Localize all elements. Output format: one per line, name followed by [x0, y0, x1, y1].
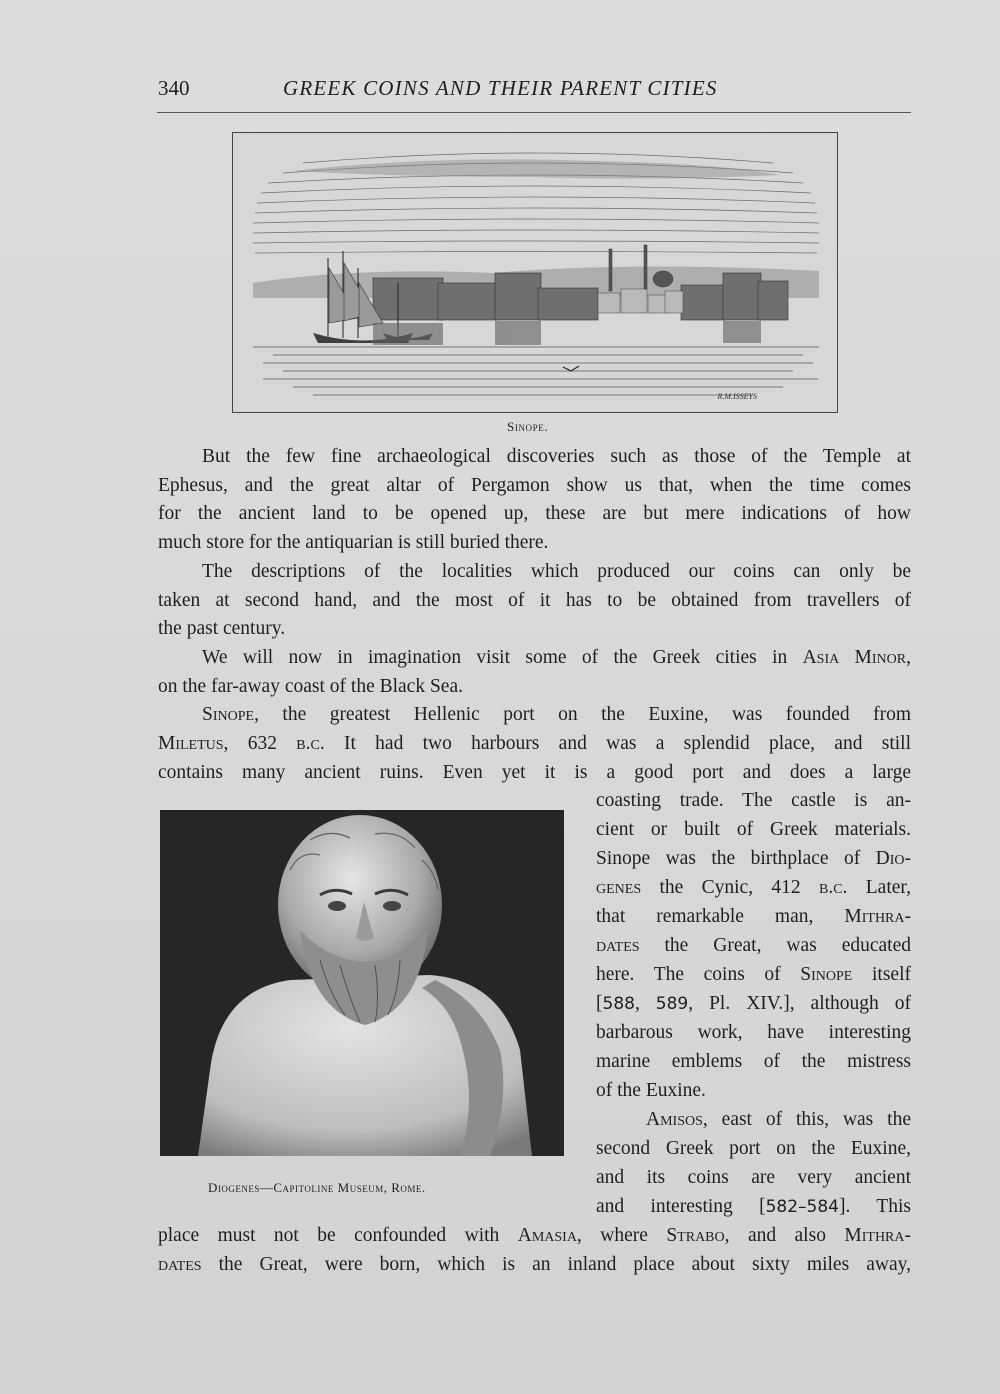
text-line	[596, 932, 911, 960]
text-run: where	[581, 1225, 667, 1246]
harbour-engraving-art	[233, 133, 837, 412]
bust-caption: Diogenes—Capitoline Museum, Rome.	[208, 1180, 426, 1195]
text-line: the past century.	[158, 618, 286, 639]
text-line	[596, 845, 911, 873]
text-run: the greatest Hellenic port on the Euxine, was founded from	[258, 704, 911, 725]
person-name: dates	[596, 935, 640, 956]
text-run: Sinope was the birthplace of	[596, 848, 876, 869]
text-line	[596, 874, 911, 902]
text-line: for the ancient land to be opened up, these are but mere indications of how	[158, 503, 911, 524]
text-run: , Pl. XIV.], although of	[688, 993, 911, 1014]
person-name: Dio-	[875, 848, 911, 869]
text-run: itself	[852, 964, 911, 985]
plate-reference: 589	[655, 994, 689, 1014]
harbour-engraving	[232, 132, 838, 413]
person-name: Strabo,	[666, 1225, 730, 1246]
text-line: barbarous work, have interesting	[596, 1022, 911, 1043]
text-run: and interesting [	[596, 1196, 766, 1217]
text-line	[202, 644, 911, 672]
text-line	[158, 1251, 911, 1279]
page-number: 340	[158, 76, 190, 100]
text-line: But the few fine archaeological discoveries such as those of the Temple at	[202, 446, 911, 467]
engraver-signature: R.M.ISSEYS	[717, 392, 757, 401]
place-name: Amasia,	[517, 1225, 582, 1246]
text-line: contains many ancient ruins. Even yet it is a good port and does a large	[158, 762, 911, 783]
text-run: that remarkable man,	[596, 906, 845, 927]
text-line	[646, 1106, 911, 1134]
era-abbr: b.c.	[296, 733, 325, 754]
person-name: dates	[158, 1254, 202, 1275]
text-run: It had two harbours and was a splendid place, and still	[324, 733, 912, 754]
person-name: Mithra-	[844, 1225, 911, 1246]
text-run: and also	[729, 1225, 845, 1246]
text-line: of the Euxine.	[596, 1080, 706, 1101]
text-line	[158, 730, 911, 758]
header-rule	[157, 112, 911, 113]
text-run: here. The coins of	[596, 964, 801, 985]
era-abbr: b.c.	[819, 877, 848, 898]
text-line: much store for the antiquarian is still buried there.	[158, 532, 549, 553]
text-run: 632	[228, 733, 297, 754]
text-line: The descriptions of the localities which produced our coins can only be	[202, 561, 911, 582]
text-line: Ephesus, and the great altar of Pergamon show us that, when the time comes	[158, 475, 911, 496]
text-line	[202, 701, 911, 729]
place-name: Amisos,	[646, 1109, 708, 1130]
text-line: second Greek port on the Euxine,	[596, 1138, 911, 1159]
text-line: on the far-away coast of the Black Sea.	[158, 676, 463, 697]
person-name: genes	[596, 877, 642, 898]
person-name: Mithra-	[844, 906, 911, 927]
text-line: cient or built of Greek materials.	[596, 819, 911, 840]
text-run: place must not be confounded with	[158, 1225, 518, 1246]
text-line: coasting trade. The castle is an-	[596, 790, 911, 811]
text-run: east of this, was the	[707, 1109, 911, 1130]
text-run: the Cynic, 412	[641, 877, 819, 898]
place-name: Asia Minor,	[802, 647, 911, 668]
text-run: the Great, were born, which is an inland place about sixty miles away,	[201, 1254, 911, 1275]
text-line	[596, 1193, 911, 1221]
text-line: and its coins are very ancient	[596, 1167, 911, 1188]
text-run: the Great, was educated	[639, 935, 911, 956]
place-name: Miletus,	[158, 733, 229, 754]
text-line: marine emblems of the mistress	[596, 1051, 911, 1072]
running-title: GREEK COINS AND THEIR PARENT CITIES	[283, 76, 718, 100]
text-run: ]. This	[839, 1196, 911, 1217]
bust-photograph-art	[160, 810, 564, 1156]
text-run: We will now in imagination visit some of the Greek cities in	[202, 647, 803, 668]
engraving-caption: Sinope.	[507, 419, 549, 434]
text-line: taken at second hand, and the most of it has to be obtained from travellers of	[158, 590, 911, 611]
text-line	[596, 990, 911, 1018]
text-run: ,	[634, 993, 656, 1014]
text-run: [	[596, 993, 603, 1014]
place-name: Sinope	[800, 964, 853, 985]
plate-reference: 582–584	[765, 1197, 839, 1217]
text-line	[596, 903, 911, 931]
plate-reference: 588	[602, 994, 635, 1014]
bust-photograph	[160, 810, 564, 1156]
text-line	[158, 1222, 911, 1250]
text-run: Later,	[847, 877, 911, 898]
text-line	[596, 961, 911, 989]
place-name: Sinope,	[202, 704, 259, 725]
